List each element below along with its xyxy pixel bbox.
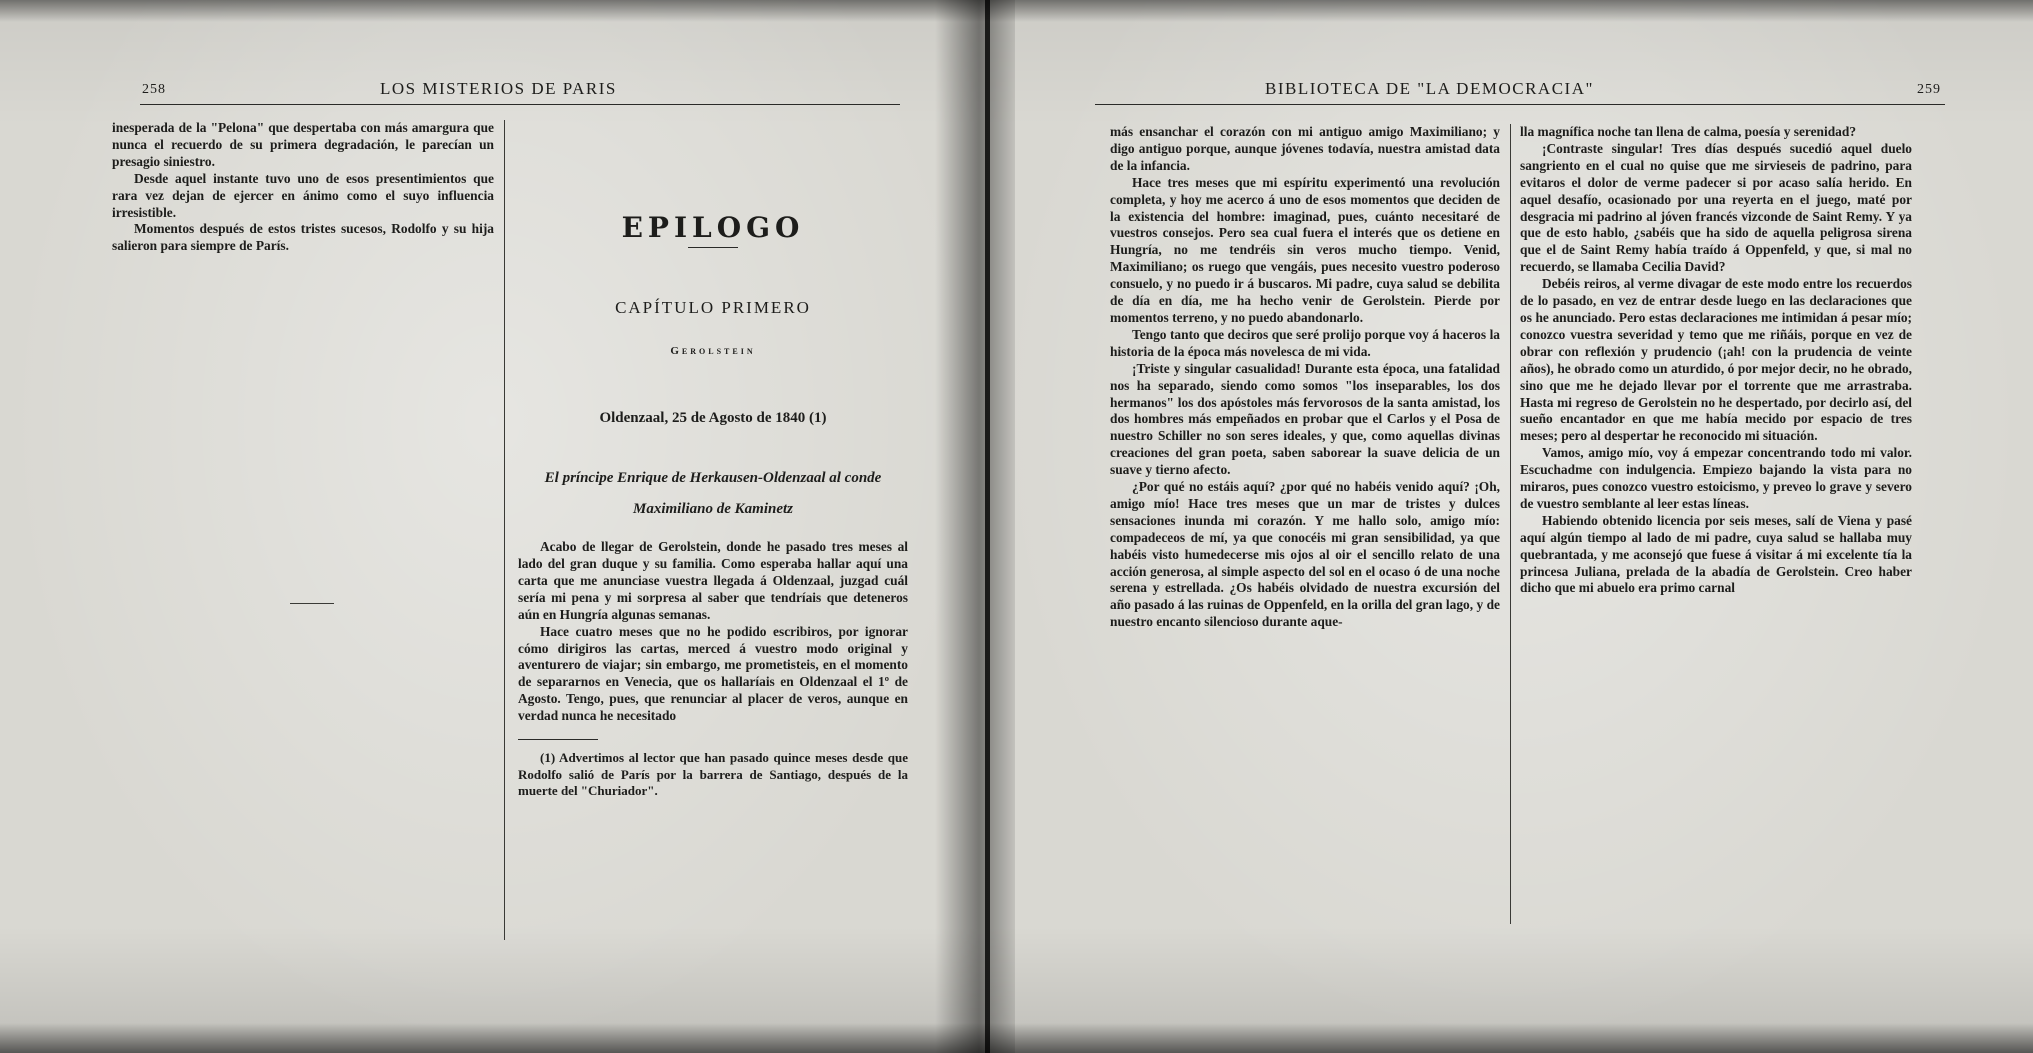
left-column-1	[112, 120, 494, 255]
paragraph: más ensanchar el corazón con mi antiguo amigo Maximiliano; y digo antiguo porque, aunque jóvenes todavía, nuestra amistad data de la infancia.	[1110, 124, 1500, 173]
running-head-right: BIBLIOTECA DE "LA DEMOCRACIA"	[1265, 79, 1594, 98]
right-page-header	[1095, 70, 1945, 105]
letter-place-date: Oldenzaal, 25 de Agosto de 1840 (1)	[599, 410, 827, 427]
running-head-left: LOS MISTERIOS DE PARIS	[380, 79, 617, 98]
paragraph: Desde aquel instante tuvo uno de esos presentimientos que rara vez dejan de ejercer en ánimo como el suyo influencia irresistible.	[112, 170, 494, 220]
chapter-heading: CAPÍTULO PRIMERO	[615, 298, 811, 318]
paragraph: ¡Contraste singular! Tres días después sucedió aquel duelo sangriento en el cual no quise que me sirvieseis de padrino, para evitaros el dolor de verme padecer si por acaso salía herido. En aquel desafío, ocasionado por una reyerta en el juego, maté por desgracia mi padrino al jóven francés vizconde de Saint Remy. Y ya que de esto hablo, ¿sabéis que ha sido de aquella peligrosa sirena que el de Saint Remy había traído á Oppenfeld, y que, si mal no recuerdo, se llamaba Cecilia David?	[1520, 140, 1912, 275]
paragraph: Tengo tanto que deciros que seré prolijo porque voy á haceros la historia de la época más novelesca de mi vida.	[1110, 326, 1500, 359]
chapter-subtitle: Gerolstein	[670, 345, 756, 358]
left-page	[0, 0, 985, 1053]
column-divider	[1510, 124, 1511, 924]
paragraph: Momentos después de estos tristes sucesos, Rodolfo y su hija salieron para siempre de París.	[112, 221, 494, 254]
letter-addressee: El príncipe Enrique de Herkausen-Oldenzaal al conde Maximiliano de Kaminetz	[544, 470, 882, 518]
paragraph: Vamos, amigo mío, voy á empezar concentrando todo mi valor. Escuchadme con indulgencia. Empiezo bajando la vista para no miraros, pues conozco vuestro estoicismo, y preveo lo grave y severo de vuestro semblante al leer estas líneas.	[1520, 445, 1912, 511]
right-column-2	[1520, 124, 1912, 597]
left-page-header	[140, 70, 900, 105]
page-number-left: 258	[142, 82, 166, 97]
paragraph: Habiendo obtenido licencia por seis meses, salí de Viena y pasé aquí algún tiempo al lado de mi padre, cuya salud se hallaba muy quebrantada, y me aconsejó que fuese á visitar á mi excelente tía la princesa Juliana, prelada de la abadía de Gerolstein. Creo haber dicho que mi abuelo era primo carnal	[1520, 512, 1912, 596]
paragraph: Acabo de llegar de Gerolstein, donde he pasado tres meses al lado del gran duque y su familia. Como esperaba hallar aquí una carta que me anunciase vuestra llegada á Oldenzaal, juzgad cuál sería mi pena y mi sorpresa al saber que tendríais que deteneros aún en Hungría algunas semanas.	[518, 539, 908, 622]
page-number-right: 259	[1917, 82, 1941, 97]
footnote-rule	[518, 739, 598, 740]
right-column-1	[1110, 124, 1500, 631]
paragraph: ¡Triste y singular casualidad! Durante esta época, una fatalidad nos ha separado, siendo como somos "los inseparables, los dos hermanos" los dos apóstoles más fervorosos de la santa amistad, los dos hombres más empeñados en probar que el Carlos y el Posa de nuestro Schiller no son seres ideales, y que, como aquellas divinas creaciones del gran poeta, saben saborear la suave delicia de un suave y tierno afecto.	[1110, 360, 1500, 478]
paragraph: Hace tres meses que mi espíritu experimentó una revolución completa, y hoy me acerco á uno de esos momentos que deciden de la existencia del hombre: imaginad, pues, cuánto necesitaré de vuestros consejos. Pero sea cual fuera el interés que os detiene en Hungría, no me tendréis sin veros mucho tiempo. Venid, Maximiliano; os ruego que vengáis, pues necesito vuestro poderoso consuelo, y no puedo ir á buscaros. Mi padre, cuya salud se debilita de día en día, me ha hecho venir de Gerolstein. Pierde por momentos terreno, y no puedo abandonarlo.	[1110, 174, 1500, 325]
paragraph: Hace cuatro meses que no he podido escribiros, por ignorar cómo dirigiros las cartas, merced á vuestro modo original y aventurero de viajar; sin embargo, me prometisteis, en el momento de separarnos en Venecia, que os hallaríais en Oldenzaal el 1º de Agosto. Tengo, pues, que renunciar al placer de veros, aunque en verdad nunca he necesitado	[518, 623, 908, 724]
left-column-2	[518, 120, 908, 799]
right-page	[990, 0, 2033, 1053]
column-divider	[504, 120, 505, 940]
margin-mark	[290, 603, 334, 604]
epilogo-heading: EPILOGO	[621, 211, 805, 244]
paragraph: Debéis reiros, al verme divagar de este modo entre los recuerdos de lo pasado, en vez de entrar desde luego en las declaraciones que os he anunciado. Pero estas declaraciones me intimidan á pesar mío; conozco vuestra severidad y temo que me riñáis, porque en vez de obrar con reflexión y prudencio (¡ah! con la prudencia de veinte años), he obrado como un aturdido, ó por mejor decir, no he obrado, sino que me he dejado llevar por el torrente que me arrastraba. Hasta mi regreso de Gerolstein no he despertado, por decirlo así, del sueño encantador en que me había mecido por espacio de tres meses; pero al despertar he reconocido mi situación.	[1520, 276, 1912, 444]
paragraph: ¿Por qué no estáis aquí? ¿por qué no habéis venido aquí? ¡Oh, amigo mío! Hace tres meses que un mar de tristes y dulces sensaciones inunda mi corazón. Y me hallo solo, amigo mío: compadeceos de mí, ya que conocéis mi gran sensibilidad, ya que habéis visto humedecerse mis ojos al oir el sencillo relato de una acción generosa, al simple aspecto del sol en el ocaso ó de una noche serena y estrellada. ¿Os habéis olvidado de nuestra excursión del año pasado á las ruinas de Oppenfeld, en la orilla del gran lago, y de nuestro encanto silencioso durante aque-	[1110, 479, 1500, 630]
paragraph: lla magnífica noche tan llena de calma, poesía y serenidad?	[1520, 124, 1857, 139]
paragraph: inesperada de la "Pelona" que despertaba con más amargura que nunca el recuerdo de su primera degradación, le parecían un presagio siniestro.	[112, 120, 494, 169]
heading-rule	[688, 247, 738, 249]
footnote: (1) Advertimos al lector que han pasado quince meses desde que Rodolfo salió de París por la barrera de Santiago, después de la muerte del "Churiador".	[518, 750, 908, 798]
